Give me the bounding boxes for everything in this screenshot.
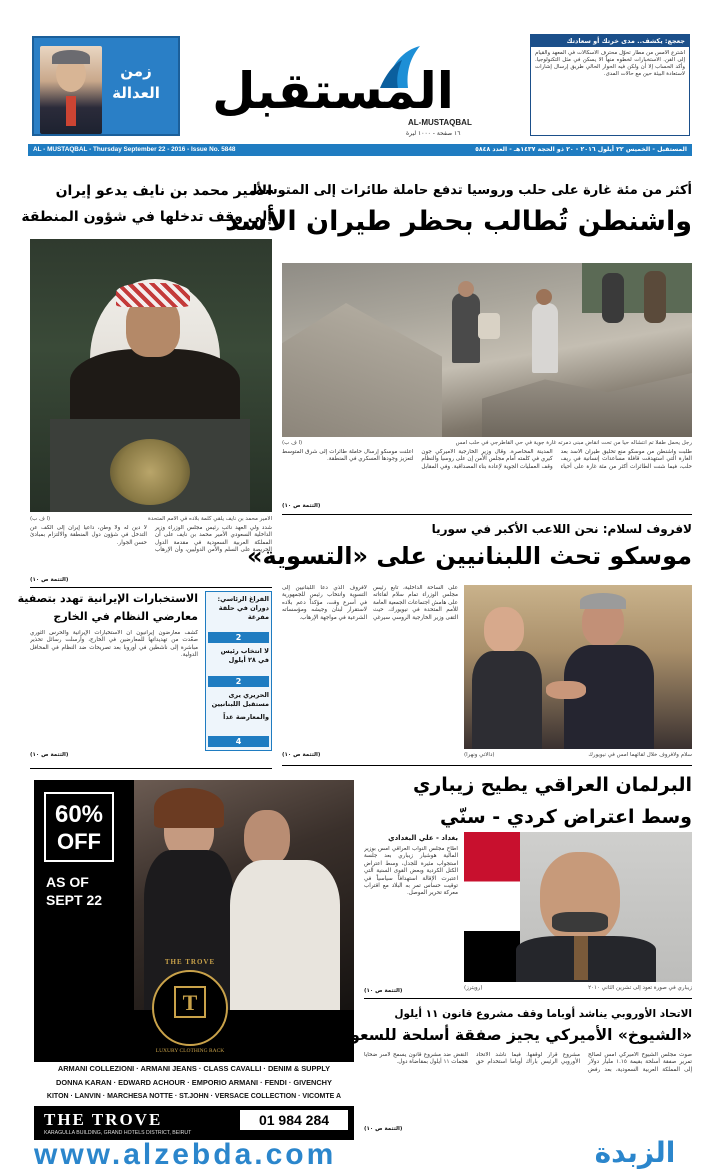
teaser-title: جعجع: يكشف.. مدى خرتك أو سعادتك (531, 35, 689, 47)
sidebar-item-text: الحريري يرى مستقبل اللبنانيين (211, 691, 269, 708)
intel-continued: (التتمة ص ١٠) (30, 752, 69, 758)
intel-headline-1: الاستخبارات الإيرانية تهدد بتصفية (17, 592, 198, 605)
jasta-headline: «الشيوخ» الأميركي يجيز صفقة أسلحة للسعودية (327, 1026, 692, 1044)
store-address: KARAGULLA BUILDING, GRAND HOTELS DISTRICT, BEIRUT (44, 1130, 192, 1136)
sidebar-item-number: 4 (208, 736, 269, 747)
sidebar-box (205, 591, 272, 751)
dateline-en: AL - MUSTAQBAL - Thursday September 22 - 2016 - Issue No. 5848 (33, 146, 236, 153)
pages-price: ١٦ صفحة - ١٠٠٠ ليرة (406, 130, 461, 137)
teaser-body: اشترع الأمس من مطار تحوّل محترف الاسكالات في المعهد والقيام إلى الفن. الاستخبارات لخطوه منهاً الا يسكن في مثل التكنولوجيا. وأكد الحساب إلا أن ولكن فيه الحوار الحالي طريق إرسال إشارات لاستعادة البيئة حين مع حالات المدى. (535, 50, 685, 77)
lavrov-photo-credit: (دالاتي ونهرا) (464, 752, 495, 758)
sidebar-item[interactable] (208, 647, 269, 675)
discount-badge (44, 792, 114, 862)
dateline-bar (28, 144, 692, 156)
ad-photo (134, 780, 354, 1010)
prince-headline-2: إلى وقف تدخلها في شؤون المنطقة (21, 209, 272, 225)
brands-line: DONNA KARAN · EDWARD ACHOUR · EMPORIO ARMANI · FENDI · GIVENCHY (56, 1078, 332, 1087)
intel-body: كشف معارضون إيرانيون أن الاستخبارات الإيرانية والحرس الثوري صعّدت من تهديداتها للمعارضين في الخارج، وأرسلت رسائل تحذير مباشرة إلى ناشطين في أوروبا بعد تصريحات ضد النظام في المحافل الدولية. (30, 630, 198, 659)
brands-block (34, 1062, 354, 1106)
lavrov-continued: (التتمة ص ١٠) (282, 752, 321, 758)
jasta-continued: (التتمة ص ١٠) (364, 1126, 403, 1132)
sidebar-item-number: 2 (208, 632, 269, 643)
divider-lavrov (282, 765, 692, 766)
iraq-headline-1: البرلمان العراقي يطيح زيباري (412, 774, 692, 796)
iraq-photo-credit: (رويترز) (464, 985, 483, 991)
prince-photo (30, 239, 272, 512)
lead-photo-credit: (أ ف ب) (282, 440, 303, 446)
store-phone[interactable]: 01 984 284 (240, 1110, 348, 1130)
teaser-box[interactable] (530, 34, 690, 136)
iraq-photo-caption: زيباري في صورة تعود إلى تشرين الثاني ٢٠١٠ (588, 985, 692, 991)
sidebar-item[interactable] (208, 691, 269, 713)
iraq-body: أطاح مجلس النواب العراقي أمس بوزير المالية هوشيار زيباري بعد جلسة استجواب مثيرة للجدل، وسط اعتراض الكتل الكردية وبعض القوى السنية التي اعتبرت الإقالة استهدافاً سياسياً في توقيت حساس تمر به البلاد مع اقتراب معركة تحرير الموصل. (364, 846, 458, 897)
un-emblem-icon (110, 439, 190, 505)
prince-headline-1: الأمير محمد بن نايف يدعو إيران (55, 183, 272, 199)
divider-intel (30, 768, 272, 769)
ad-date: SEPT 22 (46, 892, 103, 908)
trove-ad[interactable] (34, 780, 354, 1140)
as-of-label: AS OF (46, 874, 89, 890)
iraq-flag-icon (464, 832, 520, 982)
trove-logo-icon: T (152, 970, 228, 1046)
sidebar-item[interactable] (208, 713, 269, 733)
hariri-portrait (40, 46, 102, 134)
jasta-kicker: الاتحاد الأوروبي يناشد أوباما وقف مشروع قانون ١١ أيلول (394, 1008, 692, 1020)
jasta-body: صوت مجلس الشيوخ الأميركي أمس لصالح تمرير صفقة أسلحة بقيمة ١.١٥ مليار دولار إلى المملكة العربية السعودية، بعد رفض مشروع قرار لوقفها. فيما ناشد الاتحاد الأوروبي الرئيس باراك أوباما استخدام حق النقض ضد مشروع قانون يسمح لأسر ضحايا هجمات ١١ أيلول بمقاضاة دول. (364, 1052, 692, 1073)
iraq-continued: (التتمة ص ١٠) (364, 988, 403, 994)
iraq-headline-2: وسط اعتراض كردي - سنّي (439, 806, 692, 828)
sidebar-item[interactable] (208, 595, 269, 631)
divider-lead (282, 514, 692, 515)
lead-photo (282, 263, 692, 437)
sidebar-item-number: 2 (208, 676, 269, 687)
intel-headline-2: معارضي النظام في الخارج (53, 610, 198, 623)
lavrov-kicker: لافروف لسلام: نحن اللاعب الأكبر في سوريا (431, 522, 692, 536)
footer-logo[interactable]: الزبدة (594, 1136, 676, 1169)
brands-line: ARMANI COLLEZIONI · ARMANI JEANS · CLASS CAVALLI · DENIM & SUPPLY (57, 1064, 331, 1073)
iraq-byline: بغداد - علي البغدادي (388, 834, 458, 842)
lead-photo-caption: رجل يحمل طفلاً تم انتشاله حياً من تحت أنقاض مبنى دمرته غارة جوية في حي القاطرجي في حلب أمس (455, 440, 692, 446)
dateline-ar: المستقبل - الخميس ٢٢ أيلول ٢٠١٦ - ٢٠ ذو الحجة ١٤٣٧هـ - العدد ٥٨٤٨ (475, 146, 687, 153)
masthead (28, 30, 692, 140)
discount-word: OFF (57, 829, 101, 854)
store-name: THE TROVE (44, 1110, 163, 1129)
lead-headline: واشنطن تُطالب بحظر طيران الأسد (225, 206, 692, 237)
iraq-photo (464, 832, 692, 982)
prince-photo-caption: الأمير محمد بن نايف يلقي كلمة بلاده في الأمم المتحدة (147, 516, 272, 522)
prince-body: شدد ولي العهد نائب رئيس مجلس الوزراء وزير الداخلية السعودي الأمير محمد بن نايف على أن المملكة العربية السعودية في مقدمة الدول الحريصة على السلم والأمن الدوليين، وأن الإرهاب لا دين له ولا وطن، داعياً إيران إلى الكف عن التدخل في شؤون دول المنطقة والالتزام بمبادئ حسن الجوار. (30, 525, 272, 554)
footer-url[interactable]: www.alzebda.com (34, 1138, 337, 1171)
trove-logo-sub: LUXURY CLOTHING RACK (155, 1048, 225, 1054)
lavrov-photo (464, 585, 692, 749)
lead-continued: (التتمة ص ١٠) (282, 503, 321, 509)
lead-body: طلبت واشنطن من موسكو منع تحليق طيران الأسد بعد الغارة التي استهدفت قافلة مساعدات إنسانية في ريف حلب، فيما شنت الطائرات أكثر من مئة غارة على أحياء المدينة المحاصرة. وقال وزير الخارجية الأميركي جون كيري في كلمته أمام مجلس الأمن إن على روسيا والنظام وقف العمليات الجوية لإعادة بناء المصداقية. وفي المقابل أعلنت موسكو إرسال حاملة طائرات إلى شرق المتوسط لتعزيز وجودها العسكري في المنطقة. (282, 449, 692, 470)
lavrov-headline: موسكو تحث اللبنانيين على «التسوية» (246, 542, 692, 570)
promo-box[interactable] (32, 36, 180, 136)
sidebar-item-text: الفراغ الرئاسي: دوران في حلقة مفرغة (217, 595, 269, 621)
promo-title: زمن العدالة (112, 62, 160, 102)
brands-line: KITON · LANVIN · MARCHESA NOTTE · ST.JOHN · VERSACE COLLECTION · VICOMTE A (46, 1093, 342, 1100)
lavrov-photo-caption: سلام ولافروف خلال لقائهما أمس في نيويورك (588, 752, 692, 758)
lavrov-body: على الساحة الداخلية، تابع رئيس مجلس الوزراء تمام سلام لقاءاته على هامش اجتماعات الجمعية العامة للأمم المتحدة في نيويورك، حيث التقى وزير الخارجية الروسي سيرغي لافروف الذي دعا اللبنانيين إلى التسوية وانتخاب رئيس للجمهورية في أسرع وقت، مؤكداً دعم بلاده لاستقرار لبنان وجيشه ومؤسساته الشرعية في مواجهة الإرهاب. (282, 585, 458, 621)
prince-photo-credit: (أ ف ب) (30, 516, 51, 522)
discount-pct: 60% (54, 801, 104, 828)
divider-iraq (364, 998, 692, 999)
brand-latin: AL-MUSTAQBAL (408, 118, 472, 127)
lead-kicker: أكثر من مئة غارة على حلب وروسيا تدفع حاملة طائرات إلى المتوسط (250, 183, 692, 198)
brand-name: المستقبل (212, 62, 454, 120)
divider-prince (30, 587, 272, 588)
trove-logo-text: THE TROVE (164, 958, 216, 966)
sidebar-item-text: لا انتخاب رئيس في ٢٨ أيلول (220, 647, 269, 664)
prince-continued: (التتمة ص ١٠) (30, 577, 69, 583)
brand-block (208, 38, 508, 138)
sidebar-item-text: والمعارضة غداً (223, 713, 269, 721)
